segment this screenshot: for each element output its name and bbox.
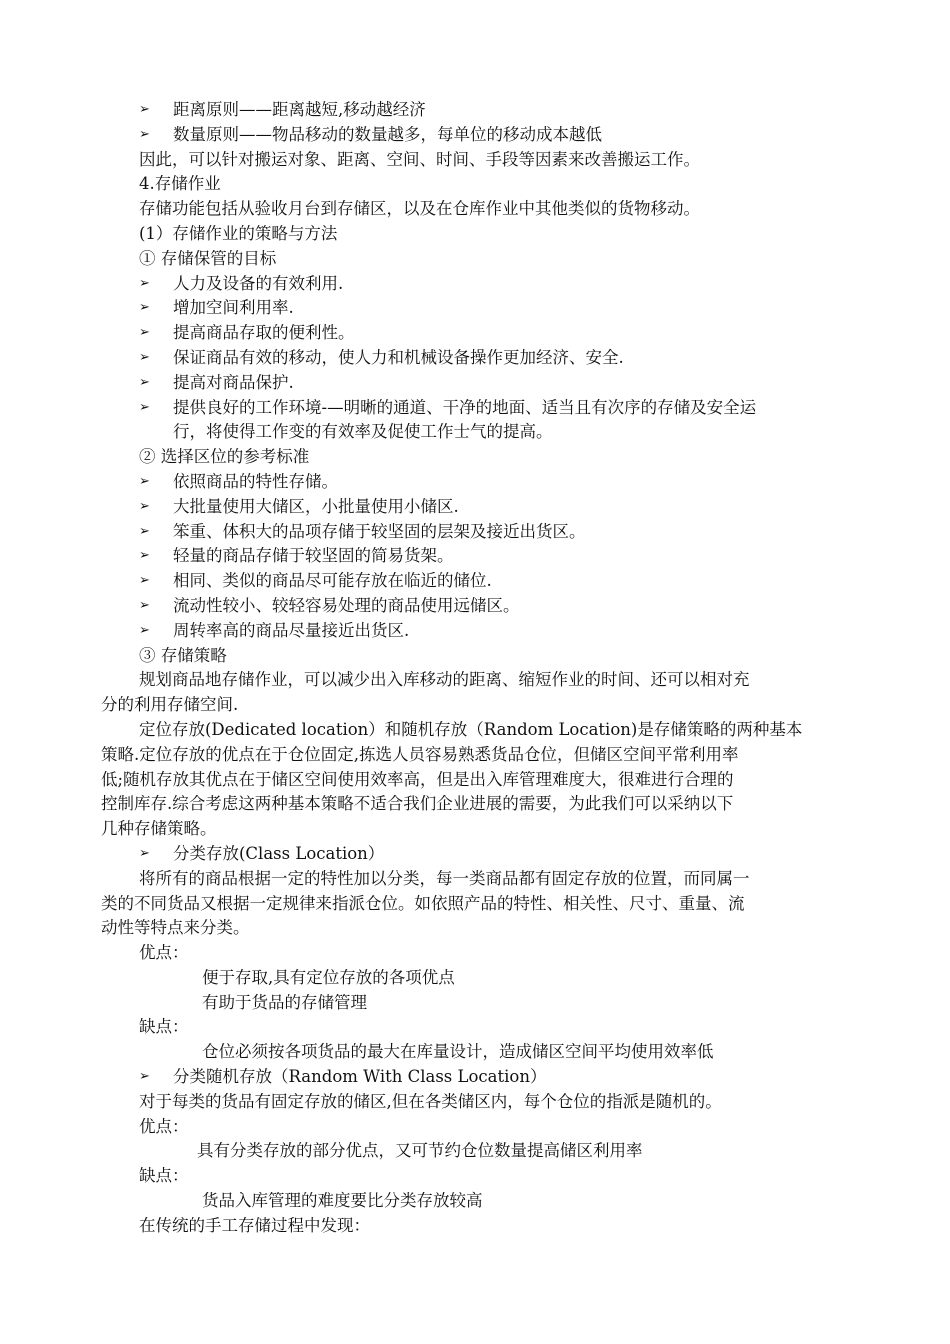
list-item xyxy=(139,842,851,867)
arrow-bullet-icon: ➢ xyxy=(139,300,150,316)
list-item xyxy=(139,396,851,421)
list-item xyxy=(139,371,851,396)
paragraph: 因此，可以针对搬运对象、距离、空间、时间、手段等因素来改善搬运工作。 xyxy=(139,149,700,169)
document-body xyxy=(101,98,851,1239)
list-item xyxy=(139,569,851,594)
list-item-text: 增加空间利用率. xyxy=(173,298,294,318)
list-item xyxy=(139,619,851,644)
pros-label: 优点： xyxy=(139,943,189,963)
list-item xyxy=(139,123,851,148)
list-item-text: 依照商品的特性存储。 xyxy=(173,471,338,491)
list-item-text: 人力及设备的有效利用. xyxy=(173,273,344,293)
arrow-bullet-icon: ➢ xyxy=(139,548,150,564)
paragraph: 在传统的手工存储过程中发现： xyxy=(139,1215,370,1235)
subsection-heading: (1）存储作业的策略与方法 xyxy=(139,223,338,243)
list-item xyxy=(139,470,851,495)
list-item-text: 轻量的商品存储于较坚固的简易货架。 xyxy=(173,546,454,566)
list-item-text: 数量原则——物品移动的数量越多，每单位的移动成本越低 xyxy=(173,124,602,144)
subsection-heading: ③ 存储策略 xyxy=(139,645,227,665)
arrow-bullet-icon: ➢ xyxy=(139,573,150,589)
cons-text: 仓位必须按各项货品的最大在库量设计，造成储区空间平均使用效率低 xyxy=(202,1042,714,1062)
pros-text: 具有分类存放的部分优点，又可节约仓位数量提高储区利用率 xyxy=(197,1141,643,1161)
arrow-bullet-icon: ➢ xyxy=(139,275,150,291)
list-item-text: 保证商品有效的移动，使人力和机械设备操作更加经济、安全. xyxy=(173,347,624,367)
section-heading: 4.存储作业 xyxy=(139,174,221,194)
list-item-text: 相同、类似的商品尽可能存放在临近的储位. xyxy=(173,571,492,591)
list-item-text: 提供良好的工作环境-—明晰的通道、干净的地面、适当且有次序的存储及安全运 xyxy=(173,397,757,417)
pros-label: 优点： xyxy=(139,1116,189,1136)
paragraph-line: 低;随机存放其优点在于储区空间使用效率高，但是出入库管理难度大，很难进行合理的 xyxy=(101,769,734,789)
list-item xyxy=(139,544,851,569)
arrow-bullet-icon: ➢ xyxy=(139,498,150,514)
paragraph-line: 分的利用存储空间. xyxy=(101,695,239,715)
arrow-bullet-icon: ➢ xyxy=(139,597,150,613)
subsection-heading: ② 选择区位的参考标准 xyxy=(139,447,310,467)
paragraph-line: 类的不同货品又根据一定规律来指派仓位。如依照产品的特性、相关性、尺寸、重量、流 xyxy=(101,893,745,913)
paragraph-line: 规划商品地存储作业，可以减少出入库移动的距离、缩短作业的时间、还可以相对充 xyxy=(139,670,750,690)
list-item xyxy=(139,1065,851,1090)
list-item xyxy=(139,520,851,545)
list-item xyxy=(139,272,851,297)
subsection-heading: ① 存储保管的目标 xyxy=(139,248,277,268)
paragraph: 存储功能包括从验收月台到存储区，以及在仓库作业中其他类似的货物移动。 xyxy=(139,199,700,219)
arrow-bullet-icon: ➢ xyxy=(139,845,150,861)
pros-text: 便于存取,具有定位存放的各项优点 xyxy=(202,967,455,987)
paragraph-line: 策略.定位存放的优点在于仓位固定,拣选人员容易熟悉货品仓位，但储区空间平常利用率 xyxy=(101,744,739,764)
list-item-text: 大批量使用大储区，小批量使用小储区. xyxy=(173,496,459,516)
arrow-bullet-icon: ➢ xyxy=(139,473,150,489)
paragraph-line: 控制库存.综合考虑这两种基本策略不适合我们企业进展的需要，为此我们可以采纳以下 xyxy=(101,794,734,814)
arrow-bullet-icon: ➢ xyxy=(139,399,150,415)
list-item xyxy=(139,346,851,371)
list-item-text: 行，将使得工作变的有效率及促使工作士气的提高。 xyxy=(173,422,553,442)
list-item xyxy=(139,98,851,123)
cons-label: 缺点： xyxy=(139,1166,189,1186)
arrow-bullet-icon: ➢ xyxy=(139,622,150,638)
paragraph: 对于每类的货品有固定存放的储区,但在各类储区内，每个仓位的指派是随机的。 xyxy=(139,1091,722,1111)
list-item-text: 分类随机存放（Random With Class Location） xyxy=(173,1067,547,1087)
paragraph-line: 动性等特点来分类。 xyxy=(101,918,250,938)
list-item-text: 周转率高的商品尽量接近出货区. xyxy=(173,620,410,640)
list-item-text: 笨重、体积大的品项存储于较坚固的层架及接近出货区。 xyxy=(173,521,586,541)
arrow-bullet-icon: ➢ xyxy=(139,102,150,117)
arrow-bullet-icon: ➢ xyxy=(139,126,150,142)
list-item-text: 分类存放(Class Location） xyxy=(173,843,385,863)
cons-text: 货品入库管理的难度要比分类存放较高 xyxy=(202,1191,483,1211)
paragraph-line: 几种存储策略。 xyxy=(101,819,217,839)
list-item xyxy=(139,321,851,346)
list-item-continuation xyxy=(139,420,851,445)
paragraph-line: 将所有的商品根据一定的特性加以分类，每一类商品都有固定存放的位置，而同属一 xyxy=(139,868,750,888)
list-item-text: 提高对商品保护. xyxy=(173,372,294,392)
arrow-bullet-icon: ➢ xyxy=(139,523,150,539)
list-item xyxy=(139,594,851,619)
arrow-bullet-icon: ➢ xyxy=(139,325,150,341)
arrow-bullet-icon: ➢ xyxy=(139,349,150,365)
cons-label: 缺点： xyxy=(139,1017,189,1037)
arrow-bullet-icon: ➢ xyxy=(139,1069,150,1085)
arrow-bullet-icon: ➢ xyxy=(139,374,150,390)
list-item-text: 流动性较小、较轻容易处理的商品使用远储区。 xyxy=(173,595,520,615)
list-item xyxy=(139,296,851,321)
list-item-text: 距离原则——距离越短,移动越经济 xyxy=(173,100,426,119)
paragraph-line: 定位存放(Dedicated location）和随机存放（Random Location)是存储策略的两种基本 xyxy=(139,719,803,739)
pros-text: 有助于货品的存储管理 xyxy=(202,992,367,1012)
list-item xyxy=(139,495,851,520)
list-item-text: 提高商品存取的便利性。 xyxy=(173,323,355,343)
